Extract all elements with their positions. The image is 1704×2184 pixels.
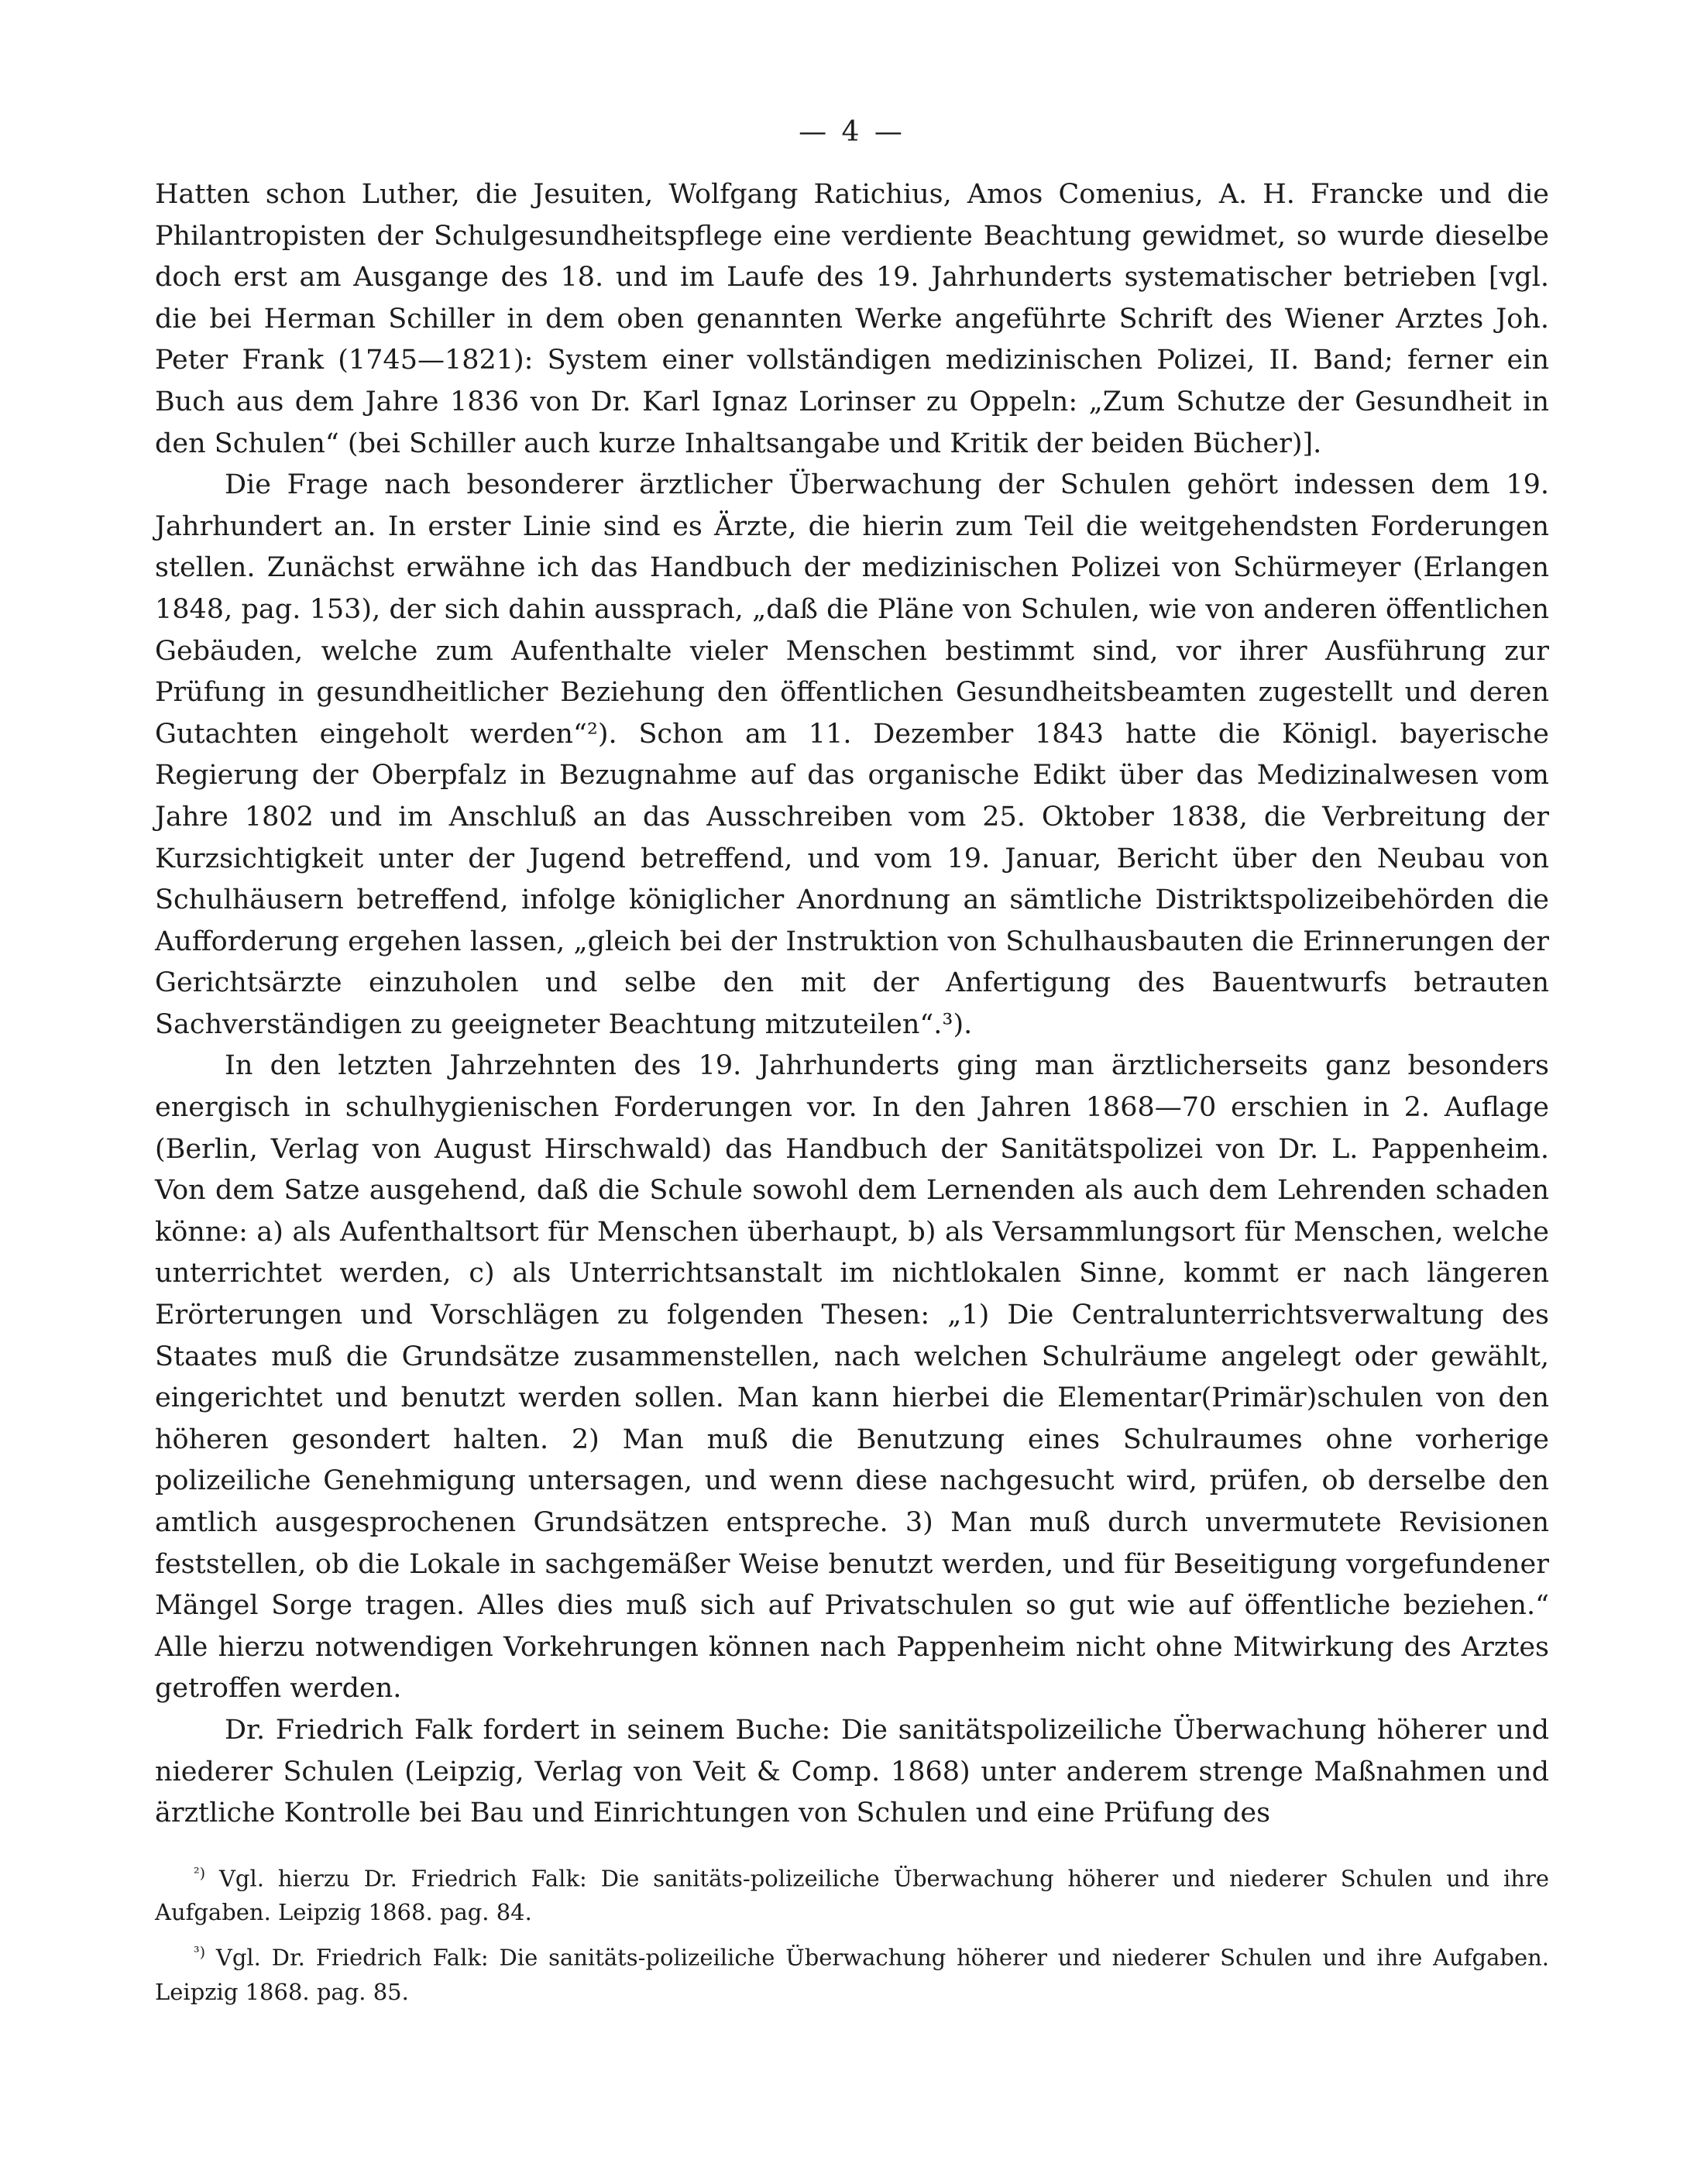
paragraph-2: Die Frage nach besonderer ärztlicher Überwachung der Schulen gehört indessen dem 19. Jahrhundert an. In erster Linie sind es Ärzte, die hierin zum Teil die weitgehendsten Forderungen stellen. Zunächst erwähne ich das Handbuch der medizinischen Polizei von Schürmeyer (Erlangen 1848, pag. 153), der sich dahin aussprach, „daß die Pläne von Schulen, wie von anderen öffentlichen Gebäuden, welche zum Aufenthalte vieler Menschen bestimmt sind, vor ihrer Ausführung zur Prüfung in gesundheitlicher Beziehung den öffentlichen Gesundheitsbeamten zugestellt und deren Gutachten eingeholt werden“²). Schon am 11. Dezember 1843 hatte die Königl. bayerische Regierung der Oberpfalz in Bezugnahme auf das organische Edikt über das Medizinalwesen vom Jahre 1802 und im Anschluß an das Ausschreiben vom 25. Oktober 1838, die Verbreitung der Kurzsichtigkeit unter der Jugend betreffend, und vom 19. Januar, Bericht über den Neubau von Schulhäusern betreffend, infolge königlicher Anordnung an sämtliche Distriktspolizeibehörden die Aufforderung ergehen lassen, „gleich bei der Instruktion von Schulhausbauten die Erinnerungen der Gerichtsärzte einzuholen und selbe den mit der Anfertigung des Bauentwurfs betrauten Sachverständigen zu geeigneter Beachtung mitzuteilen“.³). [155, 469, 1549, 1040]
footnote-marker: ³) [194, 1944, 206, 1962]
footnotes [155, 1856, 1549, 2009]
footnote-marker: ²) [194, 1864, 206, 1882]
paragraph-3: In den letzten Jahrzehnten des 19. Jahrhunderts ging man ärztlicherseits ganz besonders energisch in schulhygienischen Forderungen vor. In den Jahren 1868—70 erschien in 2. Auflage (Berlin, Verlag von August Hirschwald) das Handbuch der Sanitätspolizei von Dr. L. Pappenheim. Von dem Satze ausgehend, daß die Schule sowohl dem Lernenden als auch dem Lehrenden schaden könne: a) als Aufenthaltsort für Menschen überhaupt, b) als Versammlungsort für Menschen, welche unterrichtet werden, c) als Unterrichtsanstalt im nichtlokalen Sinne, kommt er nach längeren Erörterungen und Vorschlägen zu folgenden Thesen: „1) Die Centralunterrichtsverwaltung des Staates muß die Grundsätze zusammenstellen, nach welchen Schulräume angelegt oder gewählt, eingerichtet und benutzt werden sollen. Man kann hierbei die Elementar(Primär)schulen von den höheren gesondert halten. 2) Man muß die Benutzung eines Schulraumes ohne vorherige polizeiliche Genehmigung untersagen, und wenn diese nachgesucht wird, prüfen, ob derselbe den amtlich ausgesprochenen Grundsätzen entspreche. 3) Man muß durch unvermutete Revisionen feststellen, ob die Lokale in sachgemäßer Weise benutzt werden, und für Beseitigung vorgefundener Mängel Sorge tragen. Alles dies muß sich auf Privatschulen so gut wie auf öffentliche beziehen.“ Alle hierzu notwendigen Vorkehrungen können nach Pappenheim nicht ohne Mitwirkung des Arztes getroffen werden. [155, 1050, 1549, 1705]
paragraph-4: Dr. Friedrich Falk fordert in seinem Buche: Die sanitätspolizeiliche Überwachung höherer und niederer Schulen (Leipzig, Verlag von Veit & Comp. 1868) unter anderem strenge Maßnahmen und ärztliche Kontrolle bei Bau und Einrichtungen von Schulen und eine Prüfung des [155, 1714, 1549, 1829]
footnote-text: Vgl. Dr. Friedrich Falk: Die sanitäts-polizeiliche Überwachung höherer und niederer Schulen und ihre Aufgaben. Leipzig 1868. pag. 85. [155, 1945, 1550, 2006]
body-text [155, 174, 1549, 1835]
footnote-text: Vgl. hierzu Dr. Friedrich Falk: Die sanitäts-polizeiliche Überwachung höherer und niederer Schulen und ihre Aufgaben. Leipzig 1868. pag. 84. [155, 1865, 1549, 1926]
footnote-2 [155, 1856, 1549, 1930]
paragraph-1: Hatten schon Luther, die Jesuiten, Wolfgang Ratichius, Amos Comenius, A. H. Francke und die Philantropisten der Schulgesundheitspflege eine verdiente Beachtung gewidmet, so wurde dieselbe doch erst am Ausgange des 18. und im Laufe des 19. Jahrhunderts systematischer betrieben [vgl. die bei Herman Schiller in dem oben genannten Werke angeführte Schrift des Wiener Arztes Joh. Peter Frank (1745—1821): System einer vollständigen medizinischen Polizei, II. Band; ferner ein Buch aus dem Jahre 1836 von Dr. Karl Ignaz Lorinser zu Oppeln: „Zum Schutze der Gesundheit in den Schulen“ (bei Schiller auch kurze Inhaltsangabe und Kritik der beiden Bücher)]. [155, 179, 1549, 459]
footnote-3 [155, 1935, 1549, 2009]
page-number: — 4 — [799, 116, 905, 148]
